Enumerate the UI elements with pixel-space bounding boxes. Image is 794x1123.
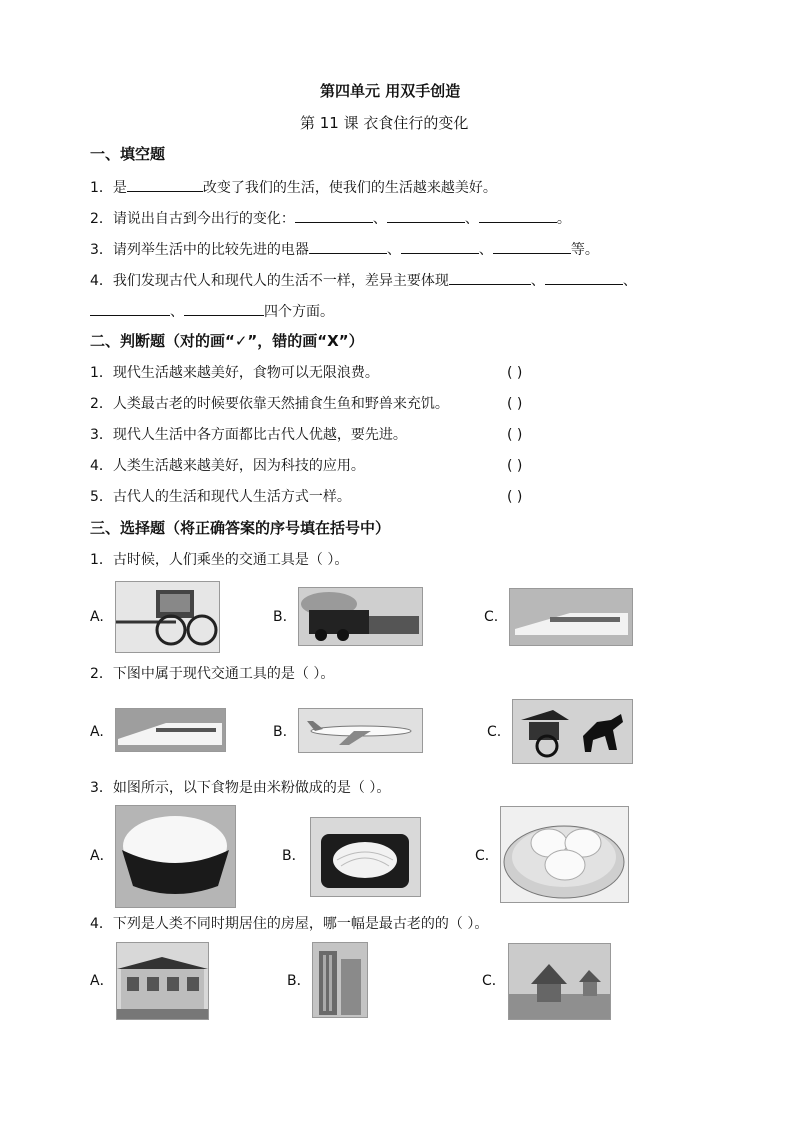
separator: 、 <box>386 242 401 258</box>
unit-title: 第四单元 用双手创造 <box>320 82 461 100</box>
choice-question-2: 2．下图中属于现代交通工具的是（ ）。 <box>90 666 335 682</box>
airplane-image[interactable] <box>298 708 423 753</box>
fill-question-1 <box>90 177 497 197</box>
section-heading-choice: 三、选择题（将正确答案的序号填在括号中） <box>90 519 391 537</box>
separator: 、 <box>372 211 387 227</box>
rice-bowl-image[interactable] <box>115 805 236 908</box>
separator: 、 <box>478 242 493 258</box>
answer-paren[interactable]: ( ) <box>507 396 523 412</box>
option-b-label: B. <box>273 609 288 625</box>
lesson-title: 第 11 课 衣食住行的变化 <box>300 114 469 132</box>
answer-paren[interactable]: ( ) <box>507 489 523 505</box>
answer-paren[interactable]: ( ) <box>507 427 523 443</box>
ancient-hut-image[interactable] <box>508 943 611 1020</box>
steam-locomotive-image[interactable] <box>298 587 423 646</box>
option-a-label: A. <box>90 724 104 740</box>
high-speed-train-image[interactable] <box>509 588 633 646</box>
q1-suffix: 改变了我们的生活，使我们的生活越来越美好。 <box>202 180 497 196</box>
choice-question-1: 1．古时候，人们乘坐的交通工具是（ ）。 <box>90 552 349 568</box>
q1-prefix: 1．是 <box>90 180 127 196</box>
q4-prefix: 4．我们发现古代人和现代人的生活不一样，差异主要体现 <box>90 273 449 289</box>
blank[interactable] <box>387 208 465 223</box>
blank[interactable] <box>493 239 571 254</box>
steamed-buns-image[interactable] <box>500 806 629 903</box>
separator: 、 <box>622 273 637 289</box>
choice-question-4: 4．下列是人类不同时期居住的房屋，哪一幅是最古老的的（ ）。 <box>90 916 489 932</box>
section-heading-judge: 二、判断题（对的画“✓”，错的画“X”） <box>90 332 364 350</box>
rice-noodles-image[interactable] <box>310 817 421 897</box>
answer-paren[interactable]: ( ) <box>507 458 523 474</box>
option-c-label: C． <box>482 973 506 989</box>
fill-question-2 <box>90 208 571 228</box>
high-rise-image[interactable] <box>312 942 368 1018</box>
q3-prefix: 3．请列举生活中的比较先进的电器 <box>90 242 309 258</box>
separator: 、 <box>464 211 479 227</box>
answer-paren[interactable]: ( ) <box>507 365 523 381</box>
option-b-label: B． <box>282 848 306 864</box>
option-c-label: C. <box>487 724 502 740</box>
blank[interactable] <box>545 270 623 285</box>
old-building-image[interactable] <box>116 942 209 1020</box>
high-speed-train-image[interactable] <box>115 708 226 752</box>
end-mark: 。 <box>556 211 571 227</box>
option-b-label: B. <box>273 724 288 740</box>
section-heading-fill: 一、填空题 <box>90 145 166 163</box>
fill-question-3 <box>90 239 599 259</box>
option-b-label: B． <box>287 973 311 989</box>
blank[interactable] <box>184 301 264 316</box>
blank[interactable] <box>127 177 203 192</box>
blank[interactable] <box>295 208 373 223</box>
end-mark: 等。 <box>570 242 599 258</box>
horse-carriage-image[interactable] <box>512 699 633 764</box>
choice-question-3: 3．如图所示，以下食物是由米粉做成的是（ ）。 <box>90 780 391 796</box>
blank[interactable] <box>449 270 531 285</box>
fill-question-4 <box>90 270 637 290</box>
judge-item: 5．古代人的生活和现代人生活方式一样。 <box>90 489 351 505</box>
separator: 、 <box>530 273 545 289</box>
option-a-label: A. <box>90 609 104 625</box>
end-mark: 四个方面。 <box>264 304 334 320</box>
option-c-label: C． <box>475 848 499 864</box>
option-a-label: A． <box>90 848 114 864</box>
judge-item: 4．人类生活越来越美好，因为科技的应用。 <box>90 458 365 474</box>
blank[interactable] <box>309 239 387 254</box>
blank[interactable] <box>90 301 170 316</box>
judge-item: 2．人类最古老的时候要依靠天然捕食生鱼和野兽来充饥。 <box>90 396 449 412</box>
judge-item: 1．现代生活越来越美好，食物可以无限浪费。 <box>90 365 379 381</box>
option-a-label: A． <box>90 973 114 989</box>
carriage-cart-image[interactable] <box>115 581 220 653</box>
option-c-label: C. <box>484 609 499 625</box>
q2-prefix: 2．请说出自古到今出行的变化： <box>90 211 295 227</box>
blank[interactable] <box>401 239 479 254</box>
blank[interactable] <box>479 208 557 223</box>
fill-question-4-cont <box>90 301 334 321</box>
separator: 、 <box>170 304 184 320</box>
judge-item: 3．现代人生活中各方面都比古代人优越，要先进。 <box>90 427 407 443</box>
